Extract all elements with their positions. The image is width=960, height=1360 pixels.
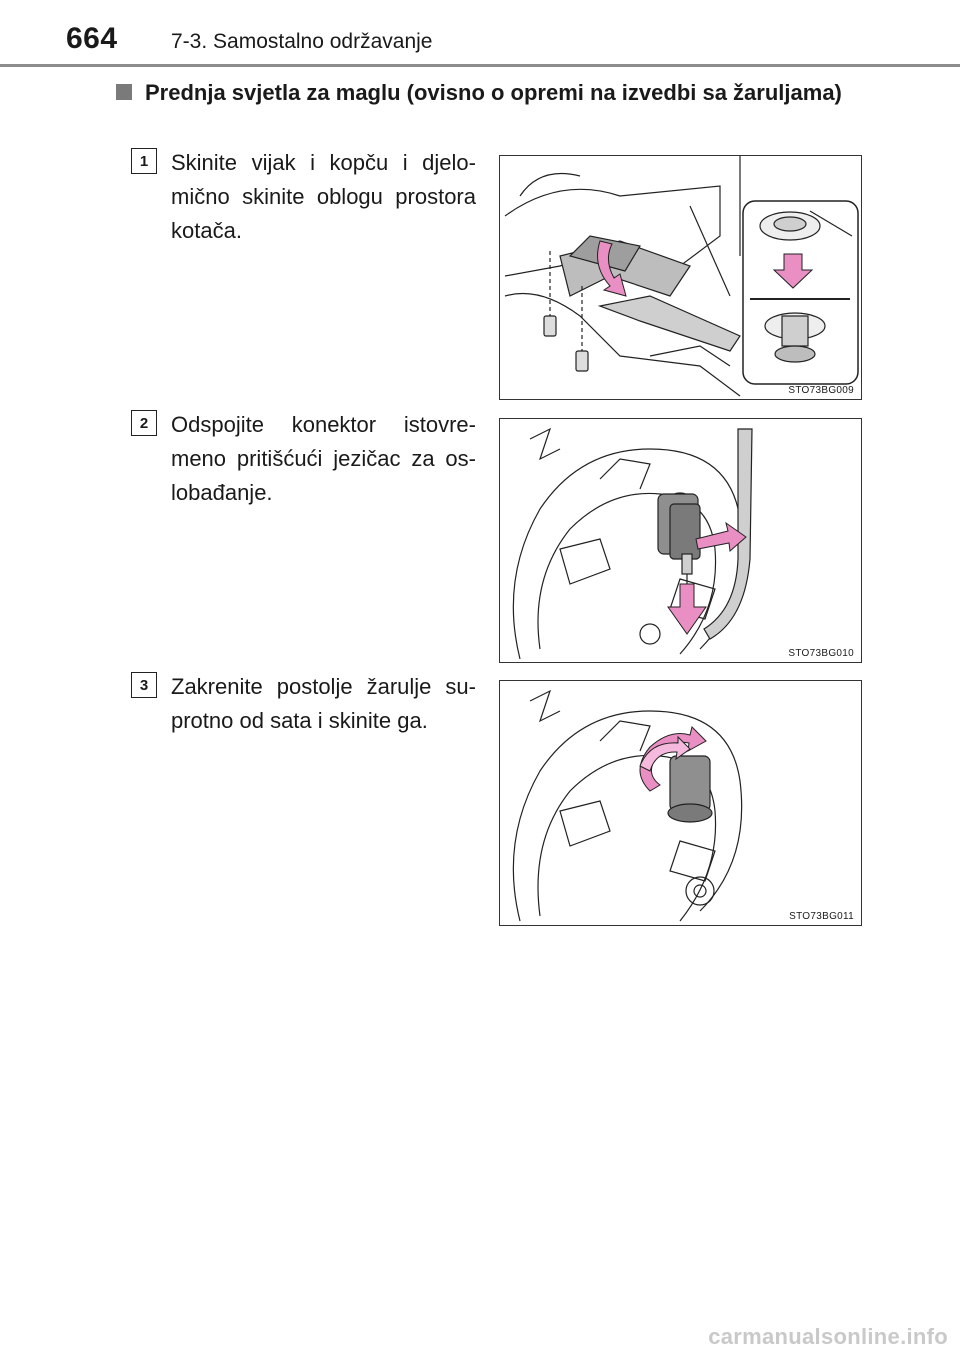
step-2-line-1: Odspojite konektor istovre- — [171, 412, 476, 437]
figure-wheel-housing-liner — [499, 155, 862, 400]
step-1-line-1: Skinite vijak i kopču i djelo- — [171, 150, 476, 175]
watermark: carmanualsonline.info — [708, 1324, 948, 1349]
step-badge-3: 3 — [131, 672, 157, 698]
wheel-housing-illustration — [500, 156, 862, 400]
step-text-1 — [171, 146, 476, 248]
figure-code-1: STO73BG009 — [788, 385, 854, 396]
step-2-line-2: meno pritišćući jezičac za os- — [171, 446, 476, 471]
header-rule — [0, 64, 960, 67]
heading-marker-icon — [116, 84, 132, 100]
section-title: 7-3. Samostalno održavanje — [171, 30, 433, 53]
figure-connector-release — [499, 418, 862, 663]
step-1-line-3: kotača. — [171, 218, 242, 243]
bulb-base-illustration — [500, 681, 862, 926]
figure-code-2: STO73BG010 — [788, 648, 854, 659]
step-text-3 — [171, 670, 476, 738]
connector-illustration — [500, 419, 862, 663]
figure-bulb-base-rotation — [499, 680, 862, 926]
step-badge-1: 1 — [131, 148, 157, 174]
page-number: 664 — [66, 22, 118, 55]
figure-code-3: STO73BG011 — [789, 911, 854, 922]
step-3-line-1: Zakrenite postolje žarulje su- — [171, 674, 476, 699]
step-1-line-2: mično skinite oblogu prostora — [171, 184, 476, 209]
step-3-line-2: protno od sata i skinite ga. — [171, 708, 428, 733]
step-text-2 — [171, 408, 476, 510]
section-heading: Prednja svjetla za maglu (ovisno o opremi na izvedbi sa žaruljama) — [145, 80, 842, 105]
step-2-line-3: lobađanje. — [171, 480, 273, 505]
step-badge-2: 2 — [131, 410, 157, 436]
